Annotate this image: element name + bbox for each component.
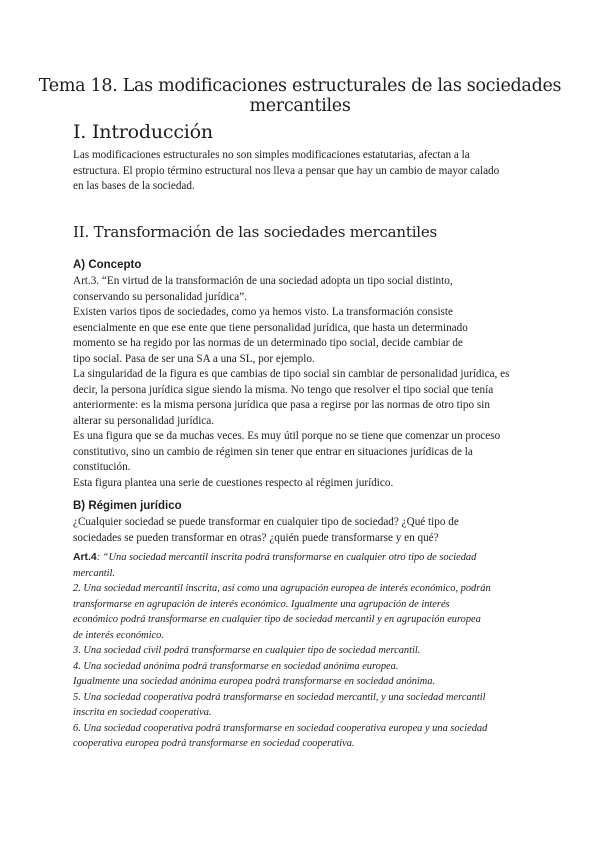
text-line: Las modificaciones estructurales no son simples modificaciones estatutarias, afectan a la bbox=[73, 149, 470, 161]
article-line: 5. Una sociedad cooperativa podrá transformarse en sociedad mercantil, y una sociedad mercantil bbox=[73, 691, 486, 703]
article-line: cooperativa europea podrá transformarse en sociedad cooperativa. bbox=[73, 738, 355, 749]
article-line: mercantil. bbox=[73, 567, 116, 579]
text-line: estructura. El propio término estructural nos lleva a pensar que hay un cambio de mayor calado bbox=[73, 164, 500, 177]
article-line: 6. Una sociedad cooperativa podrá transformarse en sociedad cooperativa europea y una sociedad bbox=[73, 722, 488, 734]
page-title: Tema 18. Las modificaciones estructurales de las sociedades mercantiles bbox=[38, 76, 562, 116]
section-heading-introduccion: I. Introducción bbox=[73, 121, 213, 143]
article-line: 3. Una sociedad civil podrá transformarse en cualquier tipo de sociedad mercantil. bbox=[73, 645, 421, 656]
text-line: Esta figura plantea una serie de cuestiones respecto al régimen jurídico. bbox=[73, 476, 394, 489]
article-4-label: Art.4 bbox=[73, 552, 97, 563]
subheading-regimen-juridico: B) Régimen jurídico bbox=[73, 500, 182, 512]
text-line: tipo social. Pasa de ser una SA a una SL, por ejemplo. bbox=[73, 352, 315, 365]
text-line: momento se ha regido por las normas de un determinado tipo social, decide cambiar de bbox=[73, 337, 463, 349]
text-line: anteriormente: es la misma persona jurídica que pasa a regirse por las normas de otro tipo sin bbox=[73, 399, 490, 411]
text-line: constitutivo, sino un cambio de régimen sin tener que entrar en situaciones jurídicas de la bbox=[73, 445, 473, 458]
article-line: transformarse en agrupación de interés económico. Igualmente una agrupación de interés bbox=[73, 598, 450, 610]
text-line: esencialmente en que ese ente que tiene personalidad jurídica, que hasta un determinado bbox=[73, 321, 468, 334]
section-heading-transformacion: II. Transformación de las sociedades mercantiles bbox=[73, 223, 438, 241]
text-line: decir, la persona jurídica sigue siendo la misma. No tengo que resolver el tipo social que tenía bbox=[73, 383, 494, 396]
article-line: 4. Una sociedad anónima podrá transformarse en sociedad anónima europea. bbox=[73, 660, 399, 672]
text-line: alterar su personalidad jurídica. bbox=[73, 414, 215, 427]
text-line: conservando su personalidad jurídica”. bbox=[73, 290, 247, 303]
article-4-line bbox=[73, 550, 533, 566]
article-line: Igualmente una sociedad anónima europea podrá transformarse en sociedad anónima. bbox=[73, 676, 436, 687]
article-line: 2. Una sociedad mercantil inscrita, así como una agrupación europea de interés económico, podrán bbox=[73, 583, 491, 594]
concepto-section bbox=[73, 257, 533, 491]
article-4-text: : “Una sociedad mercantil inscrita podrá transformarse en cualquier otro tipo de sociedad bbox=[96, 552, 477, 563]
text-line: ¿Cualquier sociedad se puede transformar en cualquier tipo de sociedad? ¿Qué tipo de bbox=[73, 516, 459, 528]
text-line: sociedades se pueden transformar en otras? ¿quién puede transformarse y en qué? bbox=[73, 531, 439, 544]
text-line: Art.3. “En virtud de la transformación de una sociedad adopta un tipo social distinto, bbox=[73, 275, 453, 287]
intro-paragraph bbox=[73, 148, 533, 195]
article-line: de interés económico. bbox=[73, 629, 164, 641]
regimen-section bbox=[73, 498, 533, 752]
text-line: constitución. bbox=[73, 461, 131, 473]
text-line: Es una figura que se da muchas veces. Es muy útil porque no se tiene que comenzar un proceso bbox=[73, 430, 501, 442]
article-line: económico podrá transformarse en cualquier tipo de sociedad mercantil y en agrupación europea bbox=[73, 614, 481, 625]
article-line: inscrita en sociedad cooperativa. bbox=[73, 707, 212, 718]
text-line: en las bases de la sociedad. bbox=[73, 180, 195, 192]
subheading-concepto: A) Concepto bbox=[73, 259, 142, 271]
text-line: Existen varios tipos de sociedades, como ya hemos visto. La transformación consiste bbox=[73, 306, 453, 318]
text-line: La singularidad de la figura es que cambias de tipo social sin cambiar de personalidad jurídica, es bbox=[73, 368, 510, 380]
